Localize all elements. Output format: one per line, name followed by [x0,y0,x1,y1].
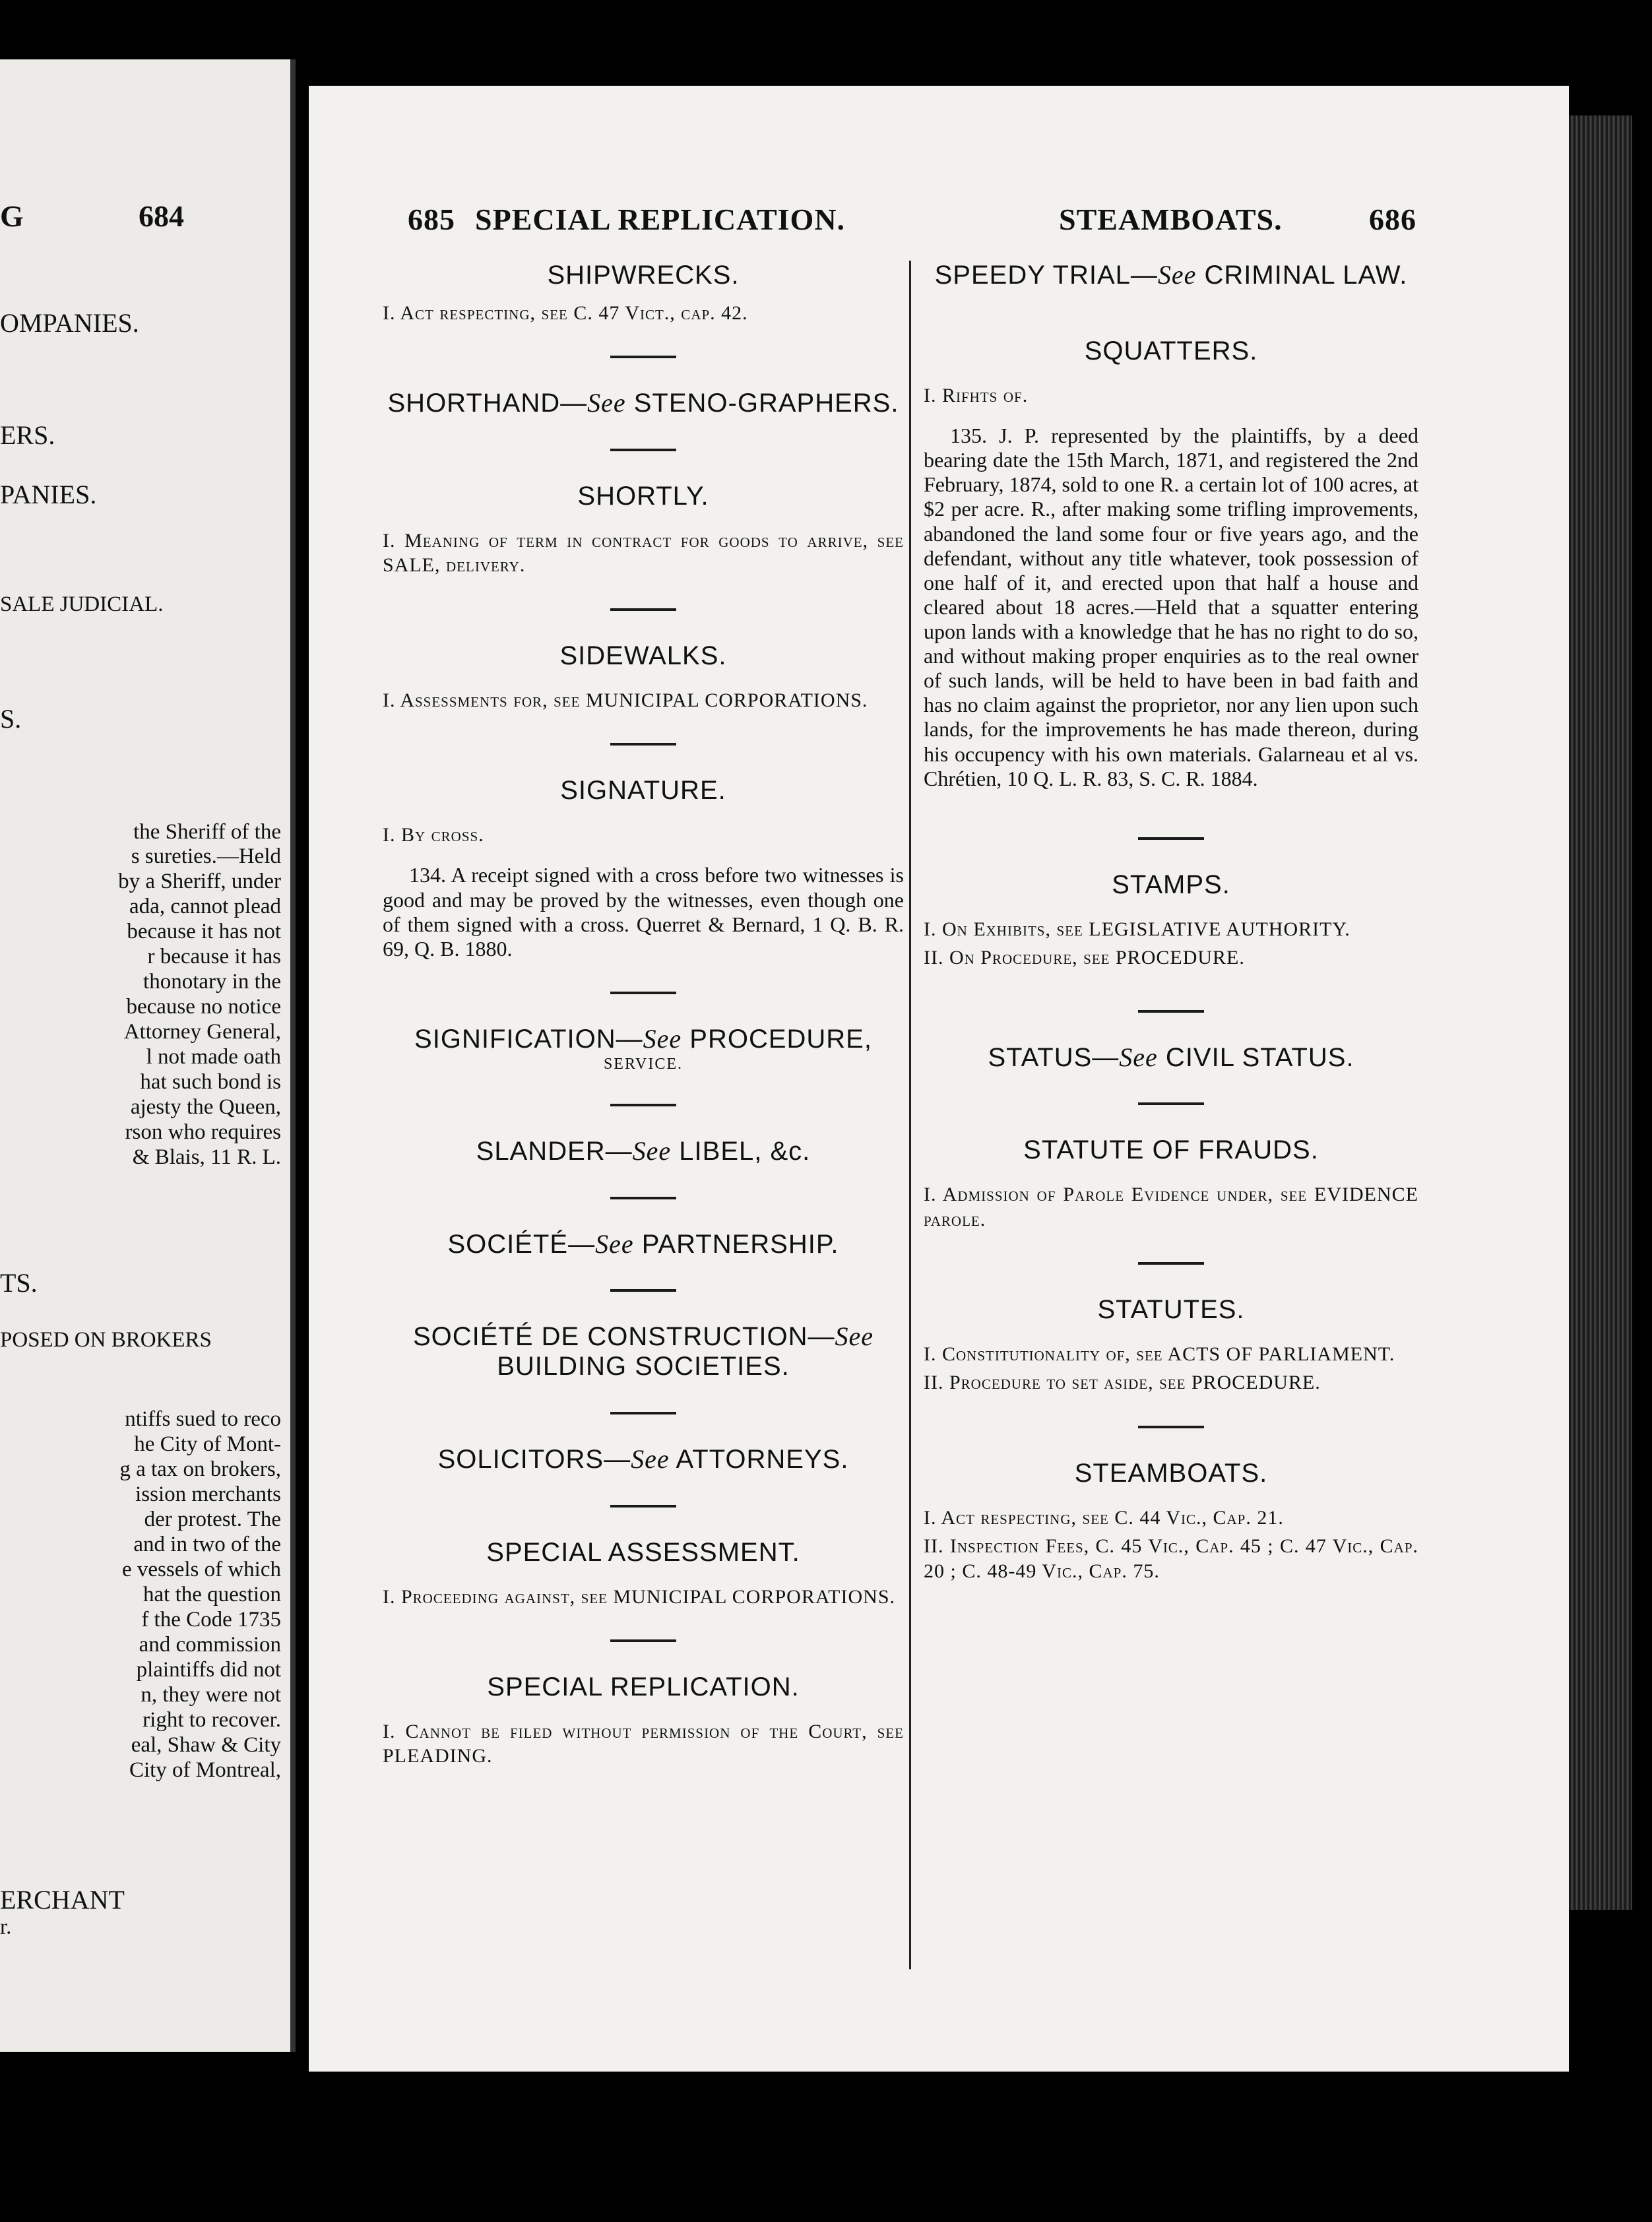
entry-title: SOCIÉTÉ—See PARTNERSHIP. [447,1228,839,1259]
left-page-text-line: hat such bond is [140,1070,281,1094]
section-separator [610,1412,676,1414]
left-page-text-line: and commission [139,1633,281,1657]
entry-subheading: I. Act respecting, see C. 44 Vic., Cap. 21. [924,1506,1284,1529]
book-page-edges [1569,115,1632,1910]
entry-subheading: I. Admission of Parole Evidence under, see EVIDENCE parole. [924,1184,1418,1230]
entry-title: SLANDER—See LIBEL, &c. [476,1135,811,1166]
section-separator [610,992,676,994]
entry-slander [383,1137,904,1166]
section-separator [610,1289,676,1292]
left-page-header-letter: G [0,199,24,233]
left-page-text-line: ajesty the Queen, [130,1095,281,1119]
entry-title: STATUTE OF FRAUDS. [1023,1135,1319,1165]
left-page-text-line: and in two of the [133,1533,281,1556]
left-page-text-line: City of Montreal, [129,1758,281,1782]
section-separator [610,1104,676,1106]
entry-subheading: II. Inspection Fees, C. 45 Vic., Cap. 45 ; C. 47 Vic., Cap. 20 ; C. 48-49 Vic., Cap. 75. [924,1535,1418,1582]
entry-subheading: II. On Procedure, see PROCEDURE. [924,947,1245,969]
entry-title: STAMPS. [1112,870,1230,899]
left-page-text-line: f the Code 1735 [141,1608,281,1632]
left-page-text-line: eal, Shaw & City [131,1733,281,1757]
entry-note: SERVICE. [603,1055,683,1073]
left-page-text-line: rson who requires [125,1120,281,1144]
entry-subheading: I. On Exhibits, see LEGISLATIVE AUTHORITY. [924,918,1350,940]
entry-solicitors [383,1445,904,1475]
left-page-text-line: thonotary in the [143,970,281,994]
entry-sidewalks [383,641,904,713]
left-page-text-line: because no notice [126,995,281,1019]
left-page-text-line: because it has not [127,920,281,943]
left-page-text-line: s sureties.—Held [131,844,281,868]
section-separator [610,743,676,746]
entry-squatters [924,336,1418,791]
entry-subheading: I. Act respecting, see C. 47 Vict., cap. 42. [383,302,748,324]
left-page-text-line: POSED ON BROKERS [0,1328,212,1352]
entry-paragraph: 134. A receipt signed with a cross before two witnesses is good and may be proved by the witnesses, even though one of them signed with a cross. Querret & Bernard, 1 Q. B. R. 69, Q. B. 1880. [383,863,904,961]
section-separator [610,1639,676,1642]
section-separator [610,1505,676,1508]
section-separator [1138,837,1204,840]
left-page [0,59,296,2052]
entry-title: SQUATTERS. [1084,336,1258,365]
left-page-text-line: e vessels of which [121,1558,281,1581]
entry-shortly [383,482,904,578]
entry-subheading: I. Assessments for, see MUNICIPAL CORPORATIONS. [383,689,868,711]
left-page-text-line: SALE JUDICIAL. [0,592,164,616]
entry-subheading: I. Cannot be filed without permission of the Court, see PLEADING. [383,1720,904,1767]
left-page-text-line: ntiffs sued to reco [125,1407,281,1431]
left-page-text-line: the Sheriff of the [133,820,281,844]
right-running-title: STEAMBOATS. [1059,203,1283,236]
entry-special-replication [383,1672,904,1769]
right-column [924,261,1418,1583]
entry-signature [383,776,904,961]
entry-title: SOCIÉTÉ DE CONSTRUCTION—See BUILDING SOCIETIES. [412,1321,874,1381]
entry-title: STATUS—See CIVIL STATUS. [988,1042,1354,1072]
entry-title: SHIPWRECKS. [547,261,740,290]
entry-status [924,1043,1418,1073]
left-page-text-line: r because it has [147,945,281,968]
left-page-text-line: right to recover. [143,1708,281,1732]
left-page-text-line: by a Sheriff, under [118,870,281,893]
column-divider [909,261,911,1969]
section-separator [1138,1426,1204,1428]
left-page-text-line: he City of Mont- [134,1432,281,1456]
left-page-text-line: n, they were not [141,1683,281,1707]
entry-title: SIDEWALKS. [559,641,727,670]
left-page-text-line: der protest. The [144,1508,281,1531]
left-page-text-line: ERCHANT [0,1885,125,1915]
entry-title: SIGNIFICATION—See PROCEDURE, [414,1023,872,1054]
entry-societe-construction [383,1322,904,1381]
left-page-number: 684 [139,199,184,233]
entry-subheading: I. Meaning of term in contract for goods to arrive, see SALE, delivery. [383,529,904,577]
left-page-text-line: Attorney General, [123,1020,281,1044]
entry-title: SHORTHAND—See STENO-GRAPHERS. [387,388,899,418]
entry-title: SPECIAL REPLICATION. [487,1672,800,1701]
entry-subheading: I. Rifhts of. [924,384,1029,406]
left-page-text-line: PANIES. [0,480,97,509]
entry-societe [383,1230,904,1259]
right-page-number-header: 686 [1369,203,1416,236]
left-page-text-line: plaintiffs did not [136,1658,281,1682]
left-page-number-header: 685 [408,203,455,236]
section-separator [610,608,676,611]
entry-statute-of-frauds [924,1135,1418,1232]
entry-title: SIGNATURE. [560,776,726,806]
entry-title: STEAMBOATS. [1074,1458,1268,1488]
entry-steamboats [924,1459,1418,1583]
left-page-text-line: ada, cannot plead [129,895,281,918]
left-page-text-line: ERS. [0,420,55,450]
left-running-title: SPECIAL REPLICATION. [475,203,846,236]
section-separator [610,356,676,358]
entry-stamps [924,870,1418,970]
entry-title: SHORTLY. [577,482,709,511]
section-separator [610,449,676,451]
section-separator [1138,1262,1204,1265]
left-page-text-line: hat the question [143,1583,281,1606]
entry-subheading: I. Proceeding against, see MUNICIPAL CORPORATIONS. [383,1585,896,1608]
left-page-text-line: & Blais, 11 R. L. [132,1145,281,1169]
entry-shipwrecks [383,261,904,325]
left-page-text-line: l not made oath [146,1045,281,1069]
entry-shorthand [383,389,904,418]
section-separator [1138,1102,1204,1105]
entry-paragraph: 135. J. P. represented by the plaintiffs, by a deed bearing date the 15th March, 1871, and registered the 2nd February, 1874, sold to one R. a certain lot of 100 acres, at $2 per acre. R., after making some trifling improvements, abandoned the land some four or five years ago, and the defendant, without any title whatever, took possession of one half of it, and erected upon that half a house and cleared about 18 acres.—Held that a squatter entering upon lands with a knowledge that he has no right to do so, and without making proper enquiries as to the real owner of such lands, will be held to have been in bad faith and has no claim against the proprietor, nor any lien upon such lands, for the improvements he has made thereon, during his occupency with his own materials. Galarneau et al vs. Chrétien, 10 Q. L. R. 83, S. C. R. 1884. [924,424,1418,790]
left-page-text-line: TS. [0,1268,38,1298]
left-page-text-line: ission merchants [135,1482,281,1506]
entry-title: SOLICITORS—See ATTORNEYS. [437,1444,849,1474]
entry-speedy-trial [924,261,1418,290]
entry-signification [383,1025,904,1073]
left-column [383,261,904,1769]
left-page-text-line: g a tax on brokers, [119,1457,281,1481]
entry-title: SPECIAL ASSESSMENT. [486,1537,800,1567]
section-separator [1138,1010,1204,1013]
entry-title: SPEEDY TRIAL—See CRIMINAL LAW. [934,260,1408,290]
left-page-text-line: OMPANIES. [0,308,139,338]
entry-subheading: II. Procedure to set aside, see PROCEDURE. [924,1372,1321,1394]
entry-subheading: I. By cross. [383,823,484,846]
entry-subheading: I. Constitutionality of, see ACTS OF PARLIAMENT. [924,1343,1395,1365]
left-page-text-line: r. [0,1915,12,1939]
section-separator [610,1197,676,1199]
entry-statutes [924,1295,1418,1395]
left-page-text-line: S. [0,704,22,734]
entry-title: STATUTES. [1097,1295,1245,1325]
entry-special-assessment [383,1538,904,1609]
